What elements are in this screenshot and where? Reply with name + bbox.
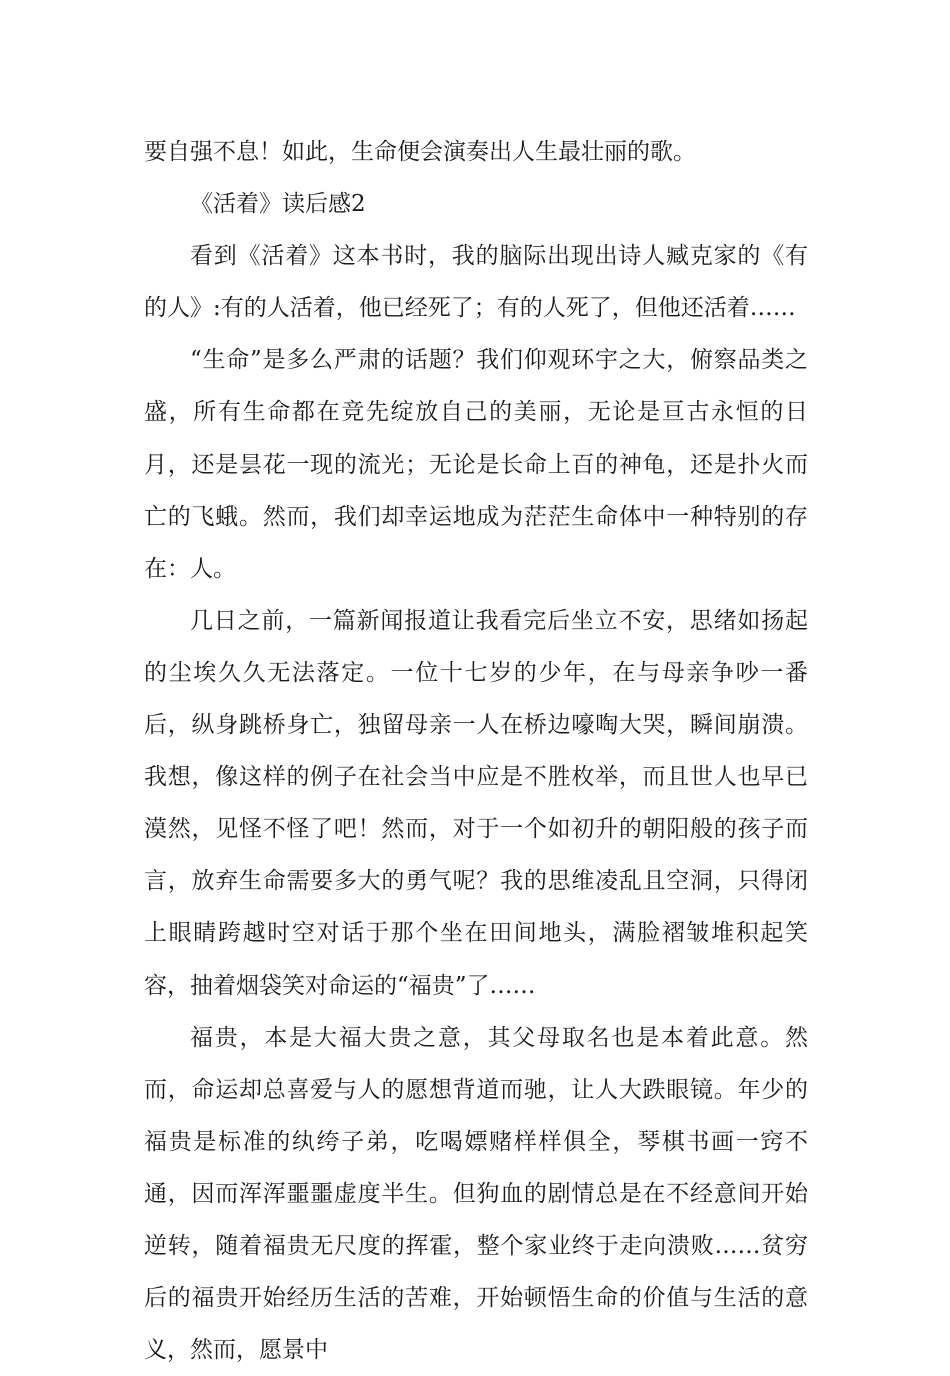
paragraph: 看到《活着》这本书时，我的脑际出现出诗人臧克家的《有的人》:有的人活着，他已经死了；有的人死了，但他还活着…… [144, 243, 808, 322]
body-text [144, 126, 808, 1376]
section-heading: 《活着》读后感2 [190, 191, 366, 218]
paragraph: 几日之前，一篇新闻报道让我看完后坐立不安，思绪如扬起的尘埃久久无法落定。一位十七岁的少年，在与母亲争吵一番后，纵身跳桥身亡，独留母亲一人在桥边嚎啕大哭，瞬间崩溃。我想，像这样的例子在社会当中应是不胜枚举，而且世人也早已漠然，见怪不怪了吧！然而，对于一个如初升的朝阳般的孩子而言，放弃生命需要多大的勇气呢？我的思维凌乱且空洞，只得闭上眼睛跨越时空对话于那个坐在田间地头，满脸褶皱堆积起笑容，抽着烟袋笑对命运的“福贵”了…… [144, 607, 808, 999]
paragraph: 福贵，本是大福大贵之意，其父母取名也是本着此意。然而，命运却总喜爱与人的愿想背道而驰，让人大跌眼镜。年少的福贵是标准的纨绔子弟，吃喝嫖赌样样俱全，琴棋书画一窍不通，因而浑浑噩噩虚度半生。但狗血的剧情总是在不经意间开始逆转，随着福贵无尺度的挥霍，整个家业终于走向溃败……贫穷后的福贵开始经历生活的苦难，开始顿悟生命的价值与生活的意义，然而，愿景中 [144, 1024, 808, 1364]
paragraph: “生命”是多么严肃的话题？我们仰观环宇之大，俯察品类之盛，所有生命都在竞先绽放自己的美丽，无论是亘古永恒的日月，还是昙花一现的流光；无论是长命上百的神龟，还是扑火而亡的飞蛾。然而，我们却幸运地成为茫茫生命体中一种特别的存在：人。 [144, 347, 808, 582]
paragraph-continuation: 要自强不息！如此，生命便会演奏出人生最壮丽的歌。 [144, 139, 696, 165]
